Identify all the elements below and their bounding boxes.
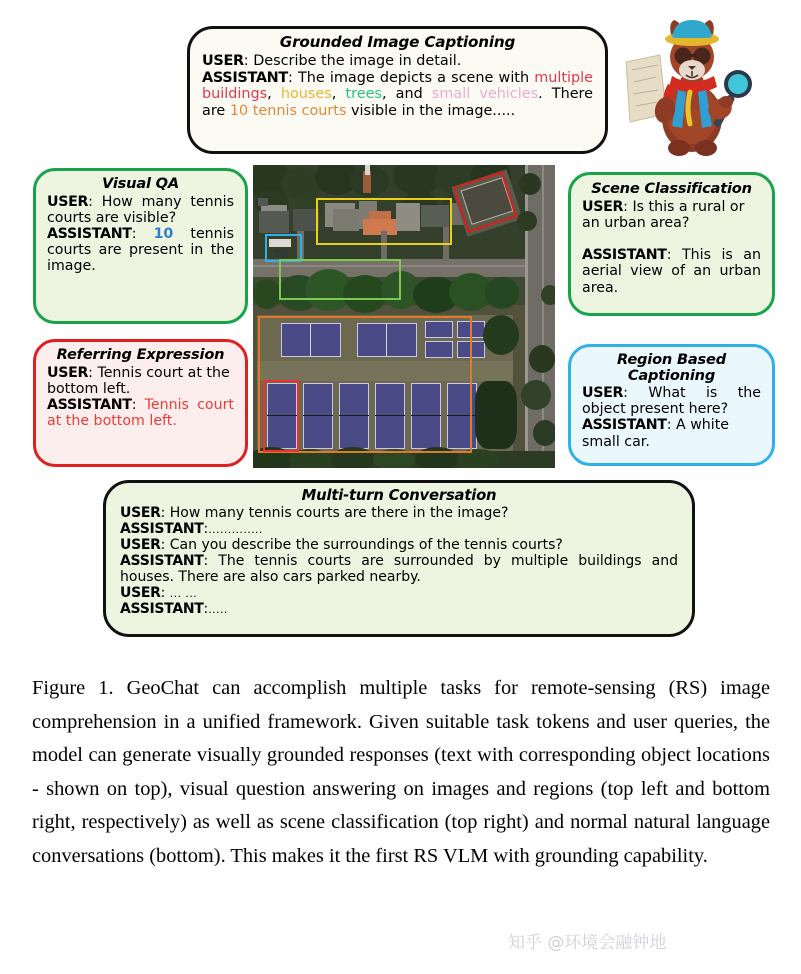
- user-label: USER: [582, 384, 624, 401]
- assistant-text: This is an aerial view of an urban area.: [582, 247, 761, 296]
- turn2-user-text: : Can you describe the surroundings of the tennis courts?: [160, 536, 563, 553]
- user-label: USER: [582, 198, 624, 215]
- turn1-assistant: [120, 522, 678, 538]
- scene-classification-card: [568, 172, 775, 316]
- turn1-user: [120, 506, 678, 522]
- grounded-image-captioning-card: [187, 26, 608, 154]
- tail-text: visible in the image.....: [346, 102, 516, 119]
- user-turn: [582, 199, 761, 231]
- mid-text: . There are: [202, 86, 594, 119]
- assistant-turn: [202, 70, 593, 119]
- user-text: : Tennis court at the bottom left.: [47, 364, 230, 397]
- user-turn: [47, 194, 234, 226]
- user-turn: [47, 365, 234, 397]
- assistant-label: ASSISTANT: [120, 520, 204, 537]
- figure-caption: Figure 1. GeoChat can accomplish multiple tasks for remote-sensing (RS) image comprehension in a unified framework. Given suitable task tokens and user queries, the model can generate visually grounded responses (text with corresponding object locations - shown on top), visual question answering on images and regions (top left and bottom right, respectively) as well as scene classification (top right) and normal natural language conversations (bottom). This makes it the first RS VLM with grounding capability.: [32, 677, 770, 867]
- turn1-assistant-text: :: [203, 520, 209, 537]
- answer-rest: tennis courts are present in the image.: [47, 226, 235, 275]
- turn3-user: [120, 586, 678, 602]
- user-text: : What is the object present here?: [582, 384, 761, 418]
- turn1-user-text: : How many tennis courts are there in the image?: [160, 504, 509, 521]
- turn3-assistant-text: :: [203, 600, 209, 617]
- highlight-vehicles: small vehicles: [431, 86, 539, 103]
- highlight-buildings: multiple buildings: [202, 69, 593, 103]
- user-label: USER: [47, 193, 89, 210]
- assistant-label: ASSISTANT: [202, 69, 288, 86]
- sep-2: ,: [331, 86, 346, 103]
- annotation-bottom-left-court-box: [263, 380, 299, 452]
- sep-1: ,: [267, 86, 281, 103]
- geochat-llama-mascot: [620, 14, 780, 164]
- card-title: Scene Classification: [591, 180, 752, 197]
- user-turn: [582, 385, 761, 417]
- assistant-label: ASSISTANT: [120, 600, 204, 617]
- card-title: Multi-turn Conversation: [301, 487, 497, 504]
- turn1-assistant-dots: ..............: [208, 522, 263, 536]
- region-based-captioning-card: [568, 344, 775, 466]
- turn3-assistant-dots: .....: [208, 602, 228, 616]
- assistant-turn: ASSISTANT: A white small car.: [582, 417, 730, 450]
- card-title: Grounded Image Captioning: [279, 33, 516, 51]
- visual-qa-card: [33, 168, 248, 324]
- user-text: : How many tennis courts are visible?: [47, 193, 234, 226]
- user-label: USER: [120, 584, 161, 601]
- user-label: USER: [202, 53, 244, 70]
- card-title: Referring Expression: [56, 346, 225, 363]
- annotation-trees-box: [279, 259, 401, 300]
- assistant-prefix: : The image depicts a scene with: [287, 69, 535, 86]
- assistant-label: ASSISTANT: [582, 247, 667, 264]
- annotation-houses-box: [316, 198, 452, 245]
- assistant-label: ASSISTANT: [120, 552, 204, 569]
- card-title: Visual QA: [102, 175, 179, 192]
- highlight-courts: 10 tennis courts: [229, 102, 347, 119]
- assistant-turn: ASSISTANT: Tennis court at the bottom left.: [47, 397, 234, 430]
- user-text: : Describe the image in detail.: [243, 53, 462, 70]
- user-label: USER: [120, 536, 161, 553]
- highlight-trees: trees: [345, 86, 382, 103]
- assistant-label: ASSISTANT: [47, 397, 132, 413]
- user-label: USER: [47, 364, 89, 381]
- answer-count: 10: [153, 226, 174, 242]
- sep-3: , and: [381, 86, 432, 103]
- zhihu-watermark: 知乎 @环境会融钟地: [508, 933, 667, 953]
- assistant-text: Tennis court at the bottom left.: [47, 397, 234, 430]
- turn2-assistant-text: : The tennis courts are surrounded by multiple buildings and houses. There are also cars parked nearby.: [120, 552, 678, 585]
- user-turn: [202, 53, 593, 69]
- llama-mascot-icon: [620, 14, 780, 164]
- card-title-line1: Region Based: [617, 351, 726, 368]
- turn2-assistant: [120, 554, 678, 586]
- assistant-label: ASSISTANT: [582, 417, 667, 434]
- spacer-line: [582, 231, 761, 247]
- annotation-white-car-box: [265, 234, 302, 262]
- user-label: USER: [120, 504, 161, 521]
- multi-turn-conversation-card: [103, 480, 695, 637]
- highlight-houses: houses: [280, 86, 332, 103]
- turn3-user-dots: ... ...: [169, 586, 198, 600]
- turn2-user: [120, 538, 678, 554]
- turn3-user-text: :: [160, 584, 170, 601]
- user-text: : Is this a rural or an urban area?: [582, 198, 745, 231]
- referring-expression-card: [33, 339, 248, 467]
- assistant-label: ASSISTANT: [47, 226, 132, 242]
- assistant-text: A white small car.: [582, 417, 730, 450]
- satellite-image: [253, 165, 555, 468]
- assistant-turn: ASSISTANT: 10 tennis courts are present in the image.: [47, 226, 235, 275]
- turn3-assistant: [120, 602, 678, 618]
- card-title-line2: Captioning: [627, 367, 716, 385]
- assistant-turn: ASSISTANT: This is an aerial view of an urban area.: [582, 247, 761, 296]
